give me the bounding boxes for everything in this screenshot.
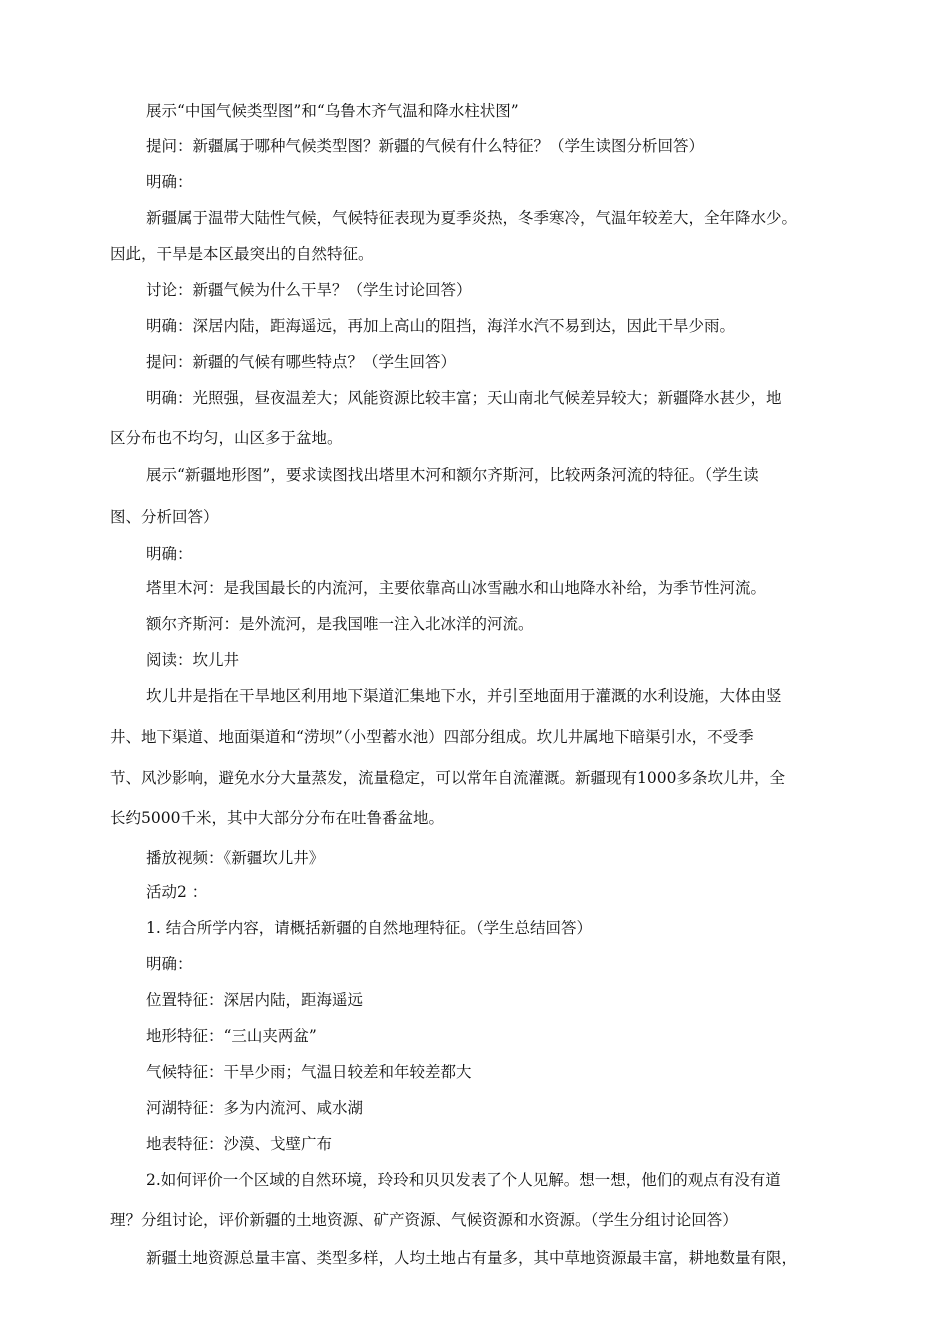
text-line: 展示“中国气候类型图”和“乌鲁木齐气温和降水柱状图”: [146, 102, 519, 120]
text-line: 明确：: [146, 545, 193, 563]
text-line: 明确：: [146, 173, 193, 191]
text-line: 讨论：新疆气候为什么干旱？（学生讨论回答）: [146, 281, 472, 299]
text-line: 节、风沙影响，避免水分大量蒸发，流量稳定，可以常年自流灌溉。新疆现有1000多条坎儿井，全: [110, 769, 785, 787]
text-line: 因此，干旱是本区最突出的自然特征。: [110, 245, 374, 263]
text-line: 展示“新疆地形图”，要求读图找出塔里木河和额尔齐斯河，比较两条河流的特征。（学生读: [146, 466, 759, 484]
text-line: 播放视频：《新疆坎儿井》: [146, 849, 325, 867]
text-line: 区分布也不均匀，山区多于盆地。: [110, 429, 343, 447]
text-line: 理？分组讨论，评价新疆的土地资源、矿产资源、气候资源和水资源。（学生分组讨论回答）: [110, 1211, 738, 1229]
text-line: 活动2 ：: [146, 883, 208, 901]
text-line: 额尔齐斯河：是外流河，是我国唯一注入北冰洋的河流。: [146, 615, 534, 633]
text-line: 新疆土地资源总量丰富、类型多样，人均土地占有量多，其中草地资源最丰富，耕地数量有限，: [146, 1249, 798, 1267]
text-line: 提问：新疆的气候有哪些特点？（学生回答）: [146, 353, 457, 371]
text-line: 位置特征：深居内陆，距海遥远: [146, 991, 364, 1009]
text-line: 气候特征：干旱少雨；气温日较差和年较差都大: [146, 1063, 472, 1081]
text-line: 塔里木河：是我国最长的内流河，主要依靠高山冰雪融水和山地降水补给，为季节性河流。: [146, 579, 767, 597]
text-line: 地表特征：沙漠、戈壁广布: [146, 1135, 333, 1153]
text-line: 阅读：坎儿井: [146, 651, 240, 669]
text-line: 新疆属于温带大陆性气候，气候特征表现为夏季炎热，冬季寒冷，气温年较差大，全年降水少。: [146, 209, 798, 227]
text-line: 地形特征：“三山夹两盆”: [146, 1027, 317, 1045]
text-line: 2.如何评价一个区域的自然环境，玲玲和贝贝发表了个人见解。想一想，他们的观点有没有道: [146, 1171, 781, 1189]
text-line: 提问：新疆属于哪种气候类型图？新疆的气候有什么特征？（学生读图分析回答）: [146, 137, 705, 155]
text-line: 明确：: [146, 955, 193, 973]
text-line: 长约5000千米，其中大部分分布在吐鲁番盆地。: [110, 809, 444, 827]
text-line: 明确：光照强，昼夜温差大；风能资源比较丰富；天山南北气候差异较大；新疆降水甚少，地: [146, 389, 782, 407]
text-line: 井、地下渠道、地面渠道和“涝坝”（小型蓄水池）四部分组成。坎儿井属地下暗渠引水，不受季: [110, 728, 754, 746]
text-line: 1. 结合所学内容，请概括新疆的自然地理特征。（学生总结回答）: [146, 919, 592, 937]
text-line: 图、分析回答）: [110, 508, 219, 526]
text-line: 坎儿井是指在干旱地区利用地下渠道汇集地下水，并引至地面用于灌溉的水利设施，大体由竖: [146, 687, 782, 705]
text-line: 河湖特征：多为内流河、咸水湖: [146, 1099, 364, 1117]
text-line: 明确：深居内陆，距海遥远，再加上高山的阻挡，海洋水汽不易到达，因此干旱少雨。: [146, 317, 736, 335]
